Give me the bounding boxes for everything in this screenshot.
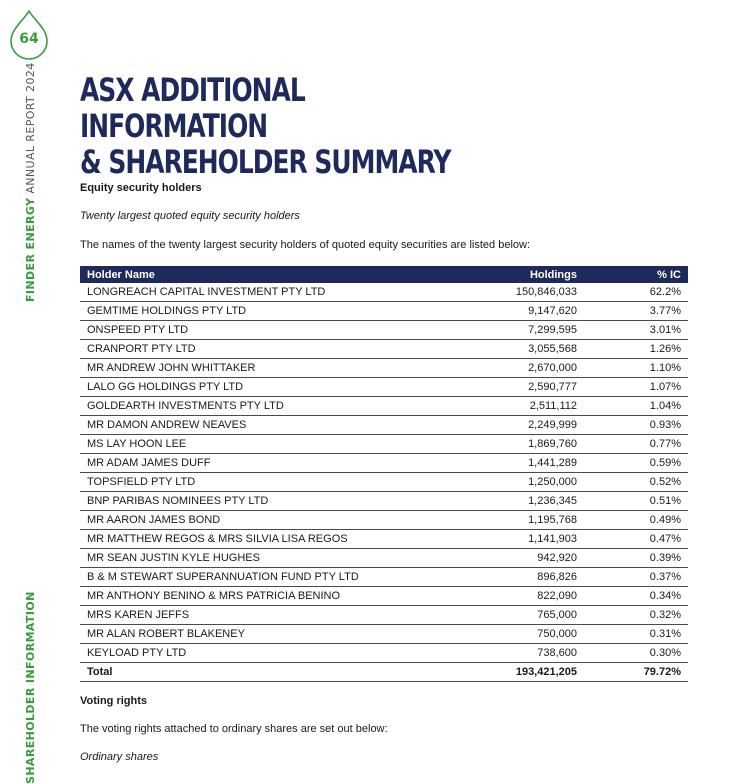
table-row xyxy=(80,378,688,397)
page-number-badge xyxy=(9,9,49,61)
equity-intro: The names of the twenty largest security holders of quoted equity securities are listed below: xyxy=(80,239,531,251)
percent-ic-cell: 1.04% xyxy=(584,397,688,416)
holder-name-cell: TOPSFIELD PTY LTD xyxy=(80,473,430,492)
title-line-1: ASX ADDITIONAL INFORMATION xyxy=(80,71,305,145)
percent-ic-cell: 1.26% xyxy=(584,340,688,359)
table-row xyxy=(80,568,688,587)
table-row xyxy=(80,644,688,663)
voting-intro: The voting rights attached to ordinary shares are set out below: xyxy=(80,723,388,735)
table-row xyxy=(80,283,688,302)
holdings-cell: 9,147,620 xyxy=(430,302,584,321)
holder-name-cell: MR ANTHONY BENINO & MRS PATRICIA BENINO xyxy=(80,587,430,606)
table-row xyxy=(80,625,688,644)
percent-ic-cell: 0.34% xyxy=(584,587,688,606)
table-row xyxy=(80,359,688,378)
holdings-cell: 896,826 xyxy=(430,568,584,587)
percent-ic-cell: 0.30% xyxy=(584,644,688,663)
brand-label: FINDER ENERGY xyxy=(24,197,37,302)
percent-ic-cell: 0.47% xyxy=(584,530,688,549)
holder-name-cell: MR ALAN ROBERT BLAKENEY xyxy=(80,625,430,644)
holder-name-cell: LONGREACH CAPITAL INVESTMENT PTY LTD xyxy=(80,283,430,302)
holder-name-cell: MR ANDREW JOHN WHITTAKER xyxy=(80,359,430,378)
holdings-cell: 1,869,760 xyxy=(430,435,584,454)
holder-name-cell: MR MATTHEW REGOS & MRS SILVIA LISA REGOS xyxy=(80,530,430,549)
holdings-cell: 2,590,777 xyxy=(430,378,584,397)
holder-name-cell: MR DAMON ANDREW NEAVES xyxy=(80,416,430,435)
table-row xyxy=(80,587,688,606)
holdings-cell: 1,441,289 xyxy=(430,454,584,473)
holdings-cell: 1,141,903 xyxy=(430,530,584,549)
holdings-cell: 738,600 xyxy=(430,644,584,663)
holdings-cell: 1,195,768 xyxy=(430,511,584,530)
holder-name-cell: BNP PARIBAS NOMINEES PTY LTD xyxy=(80,492,430,511)
header-holdings: Holdings xyxy=(430,266,584,283)
table-row xyxy=(80,530,688,549)
title-line-2: & SHAREHOLDER SUMMARY xyxy=(80,143,451,181)
table-row xyxy=(80,473,688,492)
section-side-label xyxy=(24,591,37,784)
holdings-cell: 1,250,000 xyxy=(430,473,584,492)
holder-name-cell: ONSPEED PTY LTD xyxy=(80,321,430,340)
holder-name-cell: MR SEAN JUSTIN KYLE HUGHES xyxy=(80,549,430,568)
report-label: ANNUAL REPORT 2024 xyxy=(24,62,37,198)
total-holdings: 193,421,205 xyxy=(430,663,584,682)
percent-ic-cell: 1.10% xyxy=(584,359,688,378)
percent-ic-cell: 0.51% xyxy=(584,492,688,511)
percent-ic-cell: 3.01% xyxy=(584,321,688,340)
total-row xyxy=(80,663,688,682)
total-label: Total xyxy=(80,663,430,682)
table-row xyxy=(80,302,688,321)
table-row xyxy=(80,397,688,416)
top-holders-table xyxy=(80,266,688,682)
holder-name-cell: MR ADAM JAMES DUFF xyxy=(80,454,430,473)
holdings-cell: 150,846,033 xyxy=(430,283,584,302)
percent-ic-cell: 1.07% xyxy=(584,378,688,397)
holder-name-cell: GEMTIME HOLDINGS PTY LTD xyxy=(80,302,430,321)
holdings-cell: 765,000 xyxy=(430,606,584,625)
holdings-cell: 2,249,999 xyxy=(430,416,584,435)
percent-ic-cell: 0.37% xyxy=(584,568,688,587)
percent-ic-cell: 0.39% xyxy=(584,549,688,568)
holder-name-cell: GOLDEARTH INVESTMENTS PTY LTD xyxy=(80,397,430,416)
holdings-cell: 2,670,000 xyxy=(430,359,584,378)
holdings-cell: 750,000 xyxy=(430,625,584,644)
table-row xyxy=(80,492,688,511)
table-row xyxy=(80,511,688,530)
holder-name-cell: B & M STEWART SUPERANNUATION FUND PTY LTD xyxy=(80,568,430,587)
total-percent: 79.72% xyxy=(584,663,688,682)
report-side-label xyxy=(24,62,37,302)
holder-name-cell: MRS KAREN JEFFS xyxy=(80,606,430,625)
holdings-cell: 942,920 xyxy=(430,549,584,568)
holder-name-cell: CRANPORT PTY LTD xyxy=(80,340,430,359)
table-row xyxy=(80,549,688,568)
page-number: 64 xyxy=(19,31,39,47)
holdings-cell: 822,090 xyxy=(430,587,584,606)
table-row xyxy=(80,435,688,454)
voting-heading: Voting rights xyxy=(80,695,148,707)
section-label: SHAREHOLDER INFORMATION xyxy=(24,591,37,784)
holder-name-cell: KEYLOAD PTY LTD xyxy=(80,644,430,663)
holdings-cell: 3,055,568 xyxy=(430,340,584,359)
holdings-cell: 7,299,595 xyxy=(430,321,584,340)
table-row xyxy=(80,321,688,340)
holder-name-cell: MR AARON JAMES BOND xyxy=(80,511,430,530)
holder-name-cell: MS LAY HOON LEE xyxy=(80,435,430,454)
table-row xyxy=(80,416,688,435)
percent-ic-cell: 3.77% xyxy=(584,302,688,321)
page-title xyxy=(80,72,470,180)
equity-subheading: Twenty largest quoted equity security holders xyxy=(80,210,300,222)
header-holder-name: Holder Name xyxy=(80,266,430,283)
holder-name-cell: LALO GG HOLDINGS PTY LTD xyxy=(80,378,430,397)
percent-ic-cell: 0.32% xyxy=(584,606,688,625)
table-row xyxy=(80,606,688,625)
table-row xyxy=(80,454,688,473)
ordinary-shares-label: Ordinary shares xyxy=(80,751,159,763)
header-percent-ic: % IC xyxy=(584,266,688,283)
percent-ic-cell: 0.31% xyxy=(584,625,688,644)
table-header-row xyxy=(80,266,688,283)
holdings-cell: 1,236,345 xyxy=(430,492,584,511)
equity-heading: Equity security holders xyxy=(80,182,202,194)
holdings-cell: 2,511,112 xyxy=(430,397,584,416)
percent-ic-cell: 0.49% xyxy=(584,511,688,530)
percent-ic-cell: 0.93% xyxy=(584,416,688,435)
percent-ic-cell: 0.77% xyxy=(584,435,688,454)
percent-ic-cell: 62.2% xyxy=(584,283,688,302)
percent-ic-cell: 0.52% xyxy=(584,473,688,492)
percent-ic-cell: 0.59% xyxy=(584,454,688,473)
table-row xyxy=(80,340,688,359)
